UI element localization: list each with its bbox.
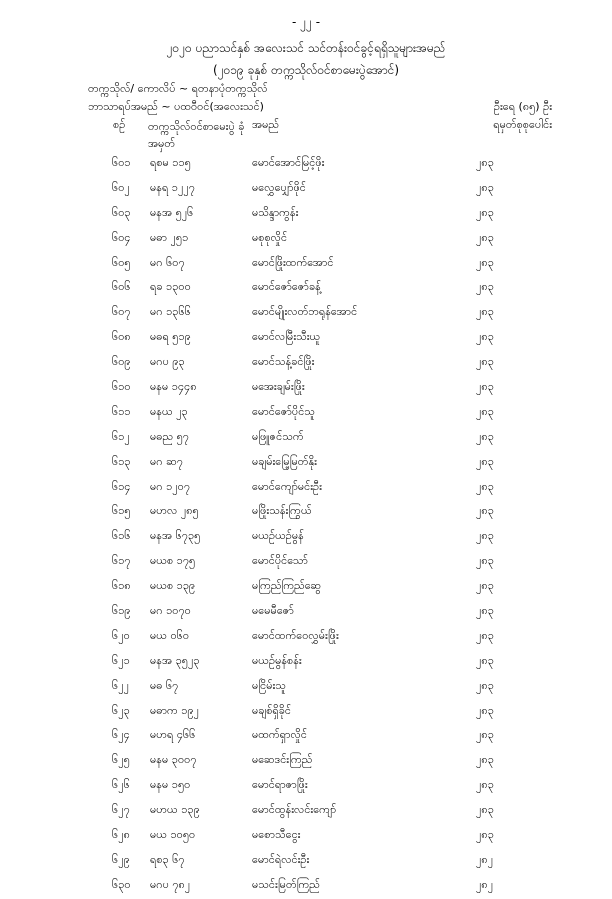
- table-row: [0, 351, 612, 376]
- header-serial: စဉ်: [113, 118, 126, 131]
- roll-number-cell: မဂ ၁၃၆၆: [150, 305, 191, 319]
- student-name-cell: မောင်ရဲလင်းဦး: [252, 852, 310, 866]
- serial-cell: ၆၀၅: [112, 255, 131, 269]
- student-name-cell: မောင်ဖြိုးထက်အောင်: [252, 255, 334, 269]
- total-marks-cell: ၂၈၃: [476, 803, 494, 817]
- student-name-cell: မဖြိုးသန်းကြွယ်: [252, 504, 312, 518]
- student-name-cell: မောင်ကျော်မင်းဦး: [252, 479, 322, 493]
- roll-number-cell: မနအ ၃၅၂၃: [150, 653, 200, 667]
- total-marks-cell: ၂၈၃: [476, 156, 494, 169]
- total-marks-cell: ၂၈၃: [476, 355, 494, 369]
- student-name-cell: မောင်ဇော်ဇော်ခန့်: [252, 280, 321, 294]
- serial-cell: ၆၁၁: [112, 404, 131, 418]
- table-row: [0, 525, 612, 550]
- serial-cell: ၆၁၅: [112, 504, 131, 518]
- roll-number-cell: မဂ ၆၀၇: [150, 255, 185, 269]
- student-name-cell: မဖြူဇင်သက်: [252, 429, 304, 443]
- serial-cell: ၆၀၇: [112, 305, 131, 319]
- table-row: [0, 177, 612, 202]
- header-roll-number: တက္ကသိုလ်ဝင်စာမေးပွဲ ခုံအမှတ်: [148, 120, 245, 150]
- student-name-cell: မငြိမ်းသူ: [252, 678, 286, 692]
- roll-number-cell: မဟယ ၁၃၉: [150, 803, 200, 817]
- table-row: [0, 326, 612, 351]
- student-name-cell: မချစ်ရှိခိုင်: [252, 703, 292, 717]
- table-row: [0, 202, 612, 227]
- student-name-cell: မလွှေပျှော်ဖိုင်: [252, 180, 306, 194]
- document-subtitle: (၂၀၁၉ ခုနှစ် တက္ကသိုလ်ဝင်စာမေးပွဲအောင်): [212, 63, 400, 77]
- table-row: [0, 700, 612, 725]
- serial-cell: ၆၂၂: [112, 678, 129, 692]
- roll-number-cell: ရစမ ၁၁၅: [150, 156, 191, 169]
- roll-number-cell: မနယ ၂၃: [150, 404, 188, 418]
- table-row: [0, 426, 612, 451]
- serial-cell: ၆၁၇: [112, 554, 131, 568]
- table-row: [0, 227, 612, 252]
- total-marks-cell: ၂၈၂: [476, 852, 494, 866]
- student-name-cell: မအေးချမ်းဖြိုး: [252, 380, 305, 394]
- student-name-cell: မစောသီငွေး: [252, 828, 301, 842]
- table-row: [0, 575, 612, 600]
- roll-number-cell: မဓရ ၅၁၉: [150, 330, 191, 344]
- serial-cell: ၆၂၃: [112, 703, 130, 717]
- total-marks-cell: ၂၈၃: [476, 429, 494, 443]
- roll-number-cell: မနမ ၁၅၀: [150, 778, 191, 792]
- total-marks-cell: ၂၈၃: [476, 404, 494, 418]
- table-row: [0, 500, 612, 525]
- roll-number-cell: မဓ ၆၇: [150, 678, 179, 692]
- roll-number-cell: မဂ ဆ၇: [150, 454, 183, 468]
- roll-number-cell: မဂပ ၇၈၂: [150, 877, 191, 891]
- serial-cell: ၆၀၂: [112, 180, 130, 194]
- roll-number-cell: မယစ ၁၇၅: [150, 554, 196, 568]
- serial-cell: ၆၂၇: [112, 803, 130, 817]
- total-marks-cell: ၂၈၃: [476, 205, 494, 219]
- roll-number-cell: မယ ၀၆၀: [150, 628, 190, 642]
- serial-cell: ၆၂၆: [112, 778, 130, 792]
- total-marks-cell: ၂၈၂: [476, 877, 494, 891]
- student-name-cell: မချမ်းမြေ့မြတ်နိုး: [252, 454, 317, 468]
- student-name-cell: မောင်သန့်ခင်ဖြိုး: [252, 355, 315, 369]
- roll-number-cell: မယစ ၁၃၉: [150, 579, 196, 593]
- total-marks-cell: ၂၈၃: [476, 305, 494, 319]
- serial-cell: ၆၀၉: [112, 355, 131, 369]
- total-marks-cell: ၂၈၃: [476, 454, 494, 468]
- table-row: [0, 600, 612, 625]
- roll-number-cell: မဓာက ၁၉၂: [150, 703, 200, 717]
- student-name-cell: မကြည်ကြည်ဆွေ: [252, 579, 321, 593]
- roll-number-cell: မနမ ၃၀၀၇: [150, 753, 197, 767]
- student-name-cell: မသိန္ဒာကွန်း: [252, 205, 299, 219]
- student-name-cell: မောင်ထွန်းလင်းကျော်: [252, 803, 337, 817]
- total-marks-cell: ၂၈၃: [476, 579, 494, 593]
- student-name-cell: မောင်အောင်မြင့်ဖိုး: [252, 156, 325, 169]
- total-marks-cell: ၂၈၃: [476, 380, 494, 394]
- roll-number-cell: မဓာ ၂၅၁: [150, 230, 189, 244]
- roll-number-cell: မဓည ၅၇: [150, 429, 189, 443]
- total-marks-cell: ၂၈၃: [476, 280, 494, 294]
- total-marks-cell: ၂၈၃: [476, 330, 494, 344]
- total-marks-cell: ၂၈၃: [476, 678, 494, 692]
- roll-number-cell: မနအ ၅၂၆: [150, 205, 194, 219]
- student-name-cell: မမေမီဇော်: [252, 604, 294, 618]
- table-row: [0, 724, 612, 749]
- table-row: [0, 451, 612, 476]
- total-marks-cell: ၂၈၃: [476, 828, 494, 842]
- serial-cell: ၆၀၆: [112, 280, 131, 294]
- roll-number-cell: မနမ ၁၄၄၈: [150, 380, 197, 394]
- student-name-cell: မစုစုလှိုင်: [252, 230, 288, 244]
- table-row: [0, 849, 612, 874]
- total-marks-cell: ၂၈၃: [476, 753, 494, 767]
- serial-cell: ၆၁၈: [112, 579, 131, 593]
- roll-number-cell: ရခ ၁၃၀၀: [150, 280, 191, 294]
- serial-cell: ၆၀၄: [112, 230, 131, 244]
- total-marks-cell: ၂၈၃: [476, 529, 494, 543]
- table-row: [0, 276, 612, 301]
- total-marks-cell: ၂၈၃: [476, 504, 494, 518]
- total-marks-cell: ၂၈၃: [476, 778, 494, 792]
- roll-number-cell: မနအ ၆၇၃၅: [150, 529, 201, 543]
- total-marks-cell: ၂၈၃: [476, 180, 494, 194]
- roll-number-cell: မယ ၁၀၅၀: [150, 828, 196, 842]
- roll-number-cell: မဂ ၁၀၇၀: [150, 604, 191, 618]
- roll-number-cell: မဟရ ၄၆၆: [150, 728, 196, 742]
- document-title: ၂၀၂၀ ပညာသင်နှစ် အလေးသင် သင်တန်းဝင်ခွင့်ရရှိသူများအမည်: [166, 41, 446, 55]
- student-name-cell: မဆေဒင်းကြည်: [252, 753, 313, 767]
- serial-cell: ၆၂၉: [112, 852, 130, 866]
- total-marks-cell: ၂၈၃: [476, 554, 494, 568]
- serial-cell: ၆၁၆: [112, 529, 131, 543]
- serial-cell: ၆၂၁: [112, 653, 130, 667]
- serial-cell: ၆၁၀: [112, 380, 131, 394]
- total-marks-cell: ၂၈၃: [476, 479, 494, 493]
- roll-number-cell: ရစ၃ ၆၇: [150, 852, 185, 866]
- table-row: [0, 650, 612, 675]
- serial-cell: ၆၁၃: [112, 454, 131, 468]
- roll-number-cell: မနရ ၁၂၂၇: [150, 180, 195, 194]
- header-name: အမည်: [252, 118, 280, 131]
- table-row: [0, 252, 612, 277]
- header-total-marks: ရမှတ်စုစုပေါင်း: [493, 118, 552, 131]
- student-name-cell: မယဉ်ယဉ်မွန်: [252, 529, 304, 543]
- student-name-cell: မောင်ပိုင်သော်: [252, 554, 308, 568]
- table-row: [0, 376, 612, 401]
- table-row: [0, 550, 612, 575]
- total-marks-cell: ၂၈၃: [476, 230, 494, 244]
- table-row: [0, 301, 612, 326]
- student-name-cell: မောင်ဇော်ပိုင်သူ: [252, 404, 315, 418]
- table-row: [0, 824, 612, 849]
- page-number: - ၂၂ -: [291, 15, 321, 29]
- total-marks-cell: ၂၈၃: [476, 703, 494, 717]
- table-row: [0, 476, 612, 501]
- serial-cell: ၆၁၂: [112, 429, 130, 443]
- table-row: [0, 799, 612, 824]
- total-marks-cell: ၂၈၃: [476, 255, 494, 269]
- serial-cell: ၆၂၄: [112, 728, 130, 742]
- roll-number-cell: မဂပ ၉၃: [150, 355, 185, 369]
- student-name-cell: မောင်ရာဇာဖြိုး: [252, 778, 308, 792]
- student-name-cell: မောင်မျိုးလတ်ဘရုန်အောင်: [252, 305, 358, 319]
- total-marks-cell: ၂၈၃: [476, 728, 494, 742]
- student-name-cell: မောင်ထက်ဝေလွှမ်းဖြိုး: [252, 628, 339, 642]
- serial-cell: ၆၀၈: [112, 330, 131, 344]
- table-row: [0, 152, 612, 177]
- serial-cell: ၆၂၀: [112, 628, 130, 642]
- serial-cell: ၆၂၅: [112, 753, 130, 767]
- table-row: [0, 749, 612, 774]
- student-list: [0, 152, 612, 899]
- total-marks-cell: ၂၈၃: [476, 604, 494, 618]
- student-name-cell: မောင်လမြီးသီးယူ: [252, 330, 321, 344]
- table-row: [0, 675, 612, 700]
- subject-line: ဘာသာရပ်အမည် ~ ပထဝီဝင်(အလေးသင်): [88, 100, 264, 113]
- serial-cell: ၆၀၁: [112, 156, 131, 169]
- total-marks-cell: ၂၈၃: [476, 628, 494, 642]
- student-name-cell: မထက်ရှာလှိုင်: [252, 728, 307, 742]
- university-line: တက္ကသိုလ်/ ကောလိပ် ~ ရတနာပုံတက္ကသိုလ်: [88, 82, 268, 95]
- student-name-cell: မသင်းမြတ်ကြည်: [252, 877, 320, 891]
- serial-cell: ၆၂၈: [112, 828, 130, 842]
- serial-cell: ၆၀၃: [112, 205, 131, 219]
- serial-cell: ၆၃၀: [112, 877, 131, 891]
- serial-cell: ၆၁၄: [112, 479, 131, 493]
- serial-cell: ၆၁၉: [112, 604, 131, 618]
- total-marks-cell: ၂၈၃: [476, 653, 494, 667]
- table-row: [0, 774, 612, 799]
- student-name-cell: မယဉ်မွန်စန်း: [252, 653, 302, 667]
- table-row: [0, 874, 612, 899]
- total-count: ဦးရေ (၈၅) ဦး: [493, 100, 552, 113]
- roll-number-cell: မဟလ ၂၈၅: [150, 504, 199, 518]
- roll-number-cell: မဂ ၁၂၀၇: [150, 479, 191, 493]
- table-row: [0, 401, 612, 426]
- table-row: [0, 625, 612, 650]
